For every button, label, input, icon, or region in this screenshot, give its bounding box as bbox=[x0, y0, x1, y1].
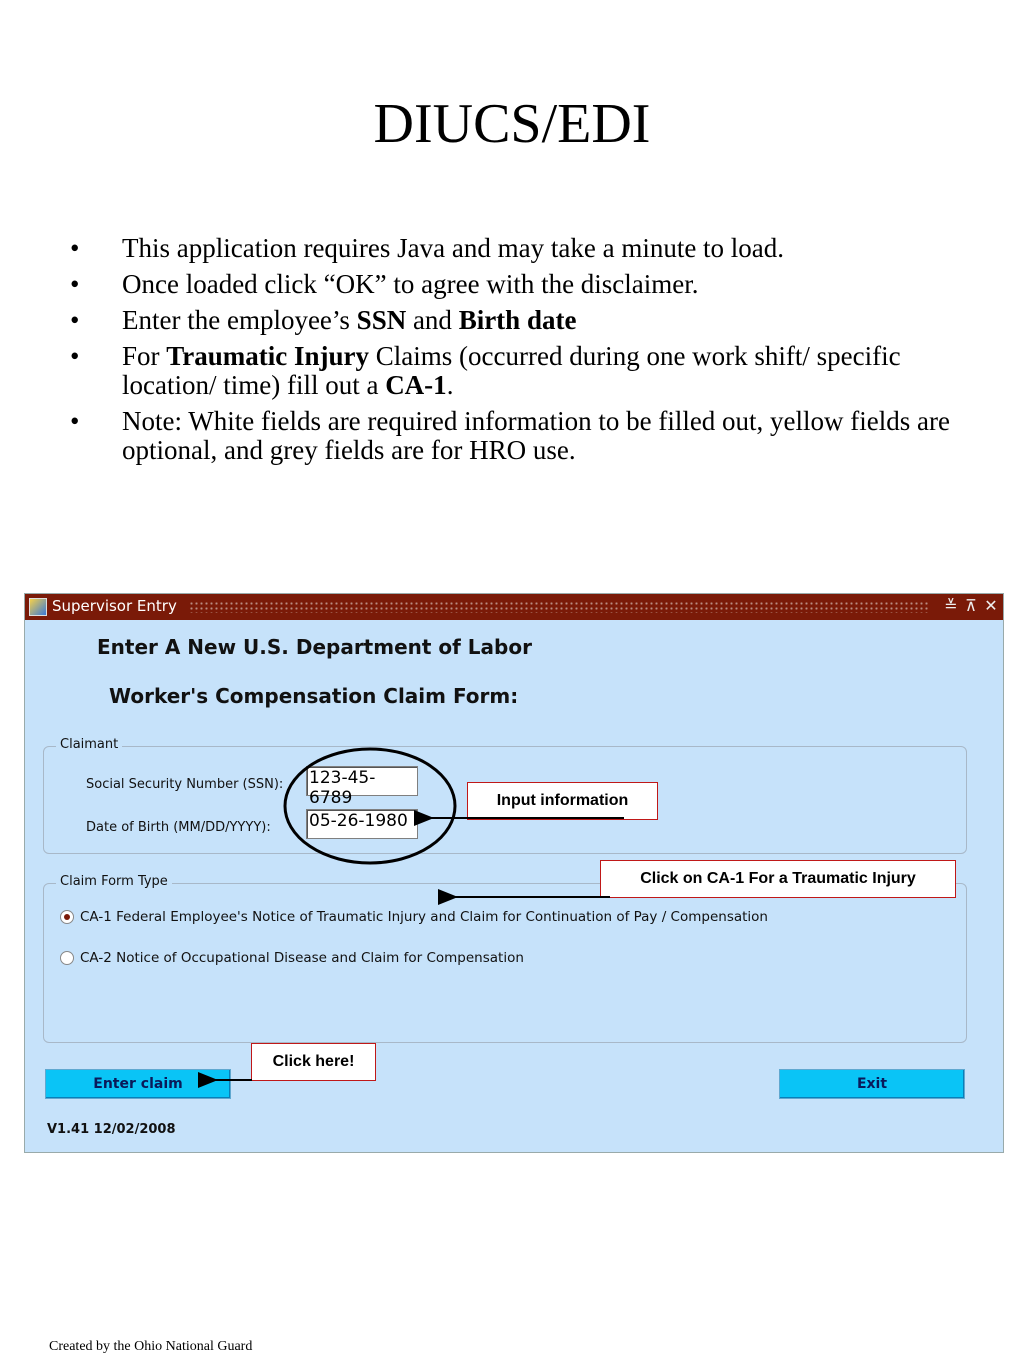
ca1-option-label[interactable]: CA-1 Federal Employee's Notice of Traumatic Injury and Claim for Continuation of Pay / Compensation bbox=[80, 909, 768, 925]
bullet-text: . bbox=[446, 370, 454, 400]
bullet-glyph: • bbox=[70, 269, 80, 299]
ssn-label: Social Security Number (SSN): bbox=[86, 777, 284, 792]
bullet-text: and bbox=[406, 305, 459, 335]
input-information-callout: Input information bbox=[467, 782, 658, 820]
ca1-hint-callout: Click on CA-1 For a Traumatic Injury bbox=[600, 860, 956, 898]
bullet-text: Once loaded click “OK” to agree with the disclaimer. bbox=[122, 269, 699, 299]
bullet-text: SSN bbox=[356, 305, 407, 335]
bullet-text: Note: White fields are required information to be filled out, yellow fields are optional, and grey fields are for HRO use. bbox=[122, 406, 950, 465]
claimant-legend: Claimant bbox=[56, 737, 122, 752]
ca2-option-label[interactable]: CA-2 Notice of Occupational Disease and Claim for Compensation bbox=[80, 950, 524, 966]
bullet-text: For bbox=[122, 341, 167, 371]
bullet-text: CA-1 bbox=[385, 370, 447, 400]
dob-input[interactable]: 05-26-1980 bbox=[306, 809, 418, 839]
bullet-glyph: • bbox=[70, 406, 80, 436]
bullet-text: This application requires Java and may take a minute to load. bbox=[122, 233, 785, 263]
bullet-text: Traumatic Injury bbox=[166, 341, 370, 371]
highlight-ellipse bbox=[285, 749, 455, 863]
dob-label: Date of Birth (MM/DD/YYYY): bbox=[86, 820, 271, 835]
minimize-icon[interactable]: ≚ bbox=[944, 596, 958, 615]
bullet-text: Enter the employee’s bbox=[122, 305, 357, 335]
bullet-text: Claims (occurred during one work shift/ specific location/ time) fill out a bbox=[122, 341, 901, 400]
bullet-glyph: • bbox=[70, 233, 80, 263]
form-heading-line2: Worker's Compensation Claim Form: bbox=[109, 684, 519, 708]
claim-form-type-legend: Claim Form Type bbox=[56, 874, 172, 889]
ssn-input[interactable]: 123-45-6789 bbox=[306, 766, 418, 796]
form-heading-line1: Enter A New U.S. Department of Labor bbox=[97, 635, 532, 659]
maximize-icon[interactable]: ⊼ bbox=[965, 596, 977, 615]
window-title: Supervisor Entry bbox=[52, 597, 177, 615]
click-here-callout: Click here! bbox=[251, 1043, 376, 1081]
close-icon[interactable]: ✕ bbox=[984, 596, 998, 615]
footer-credit: Created by the Ohio National Guard bbox=[49, 1339, 253, 1354]
slide-title: DIUCS/EDI bbox=[373, 93, 651, 155]
version-label: V1.41 12/02/2008 bbox=[47, 1122, 176, 1137]
exit-button[interactable]: Exit bbox=[779, 1069, 965, 1099]
bullet-text: Birth date bbox=[458, 305, 577, 335]
bullet-glyph: • bbox=[70, 305, 80, 335]
bullet-glyph: • bbox=[70, 341, 80, 371]
enter-claim-button[interactable]: Enter claim bbox=[45, 1069, 231, 1099]
